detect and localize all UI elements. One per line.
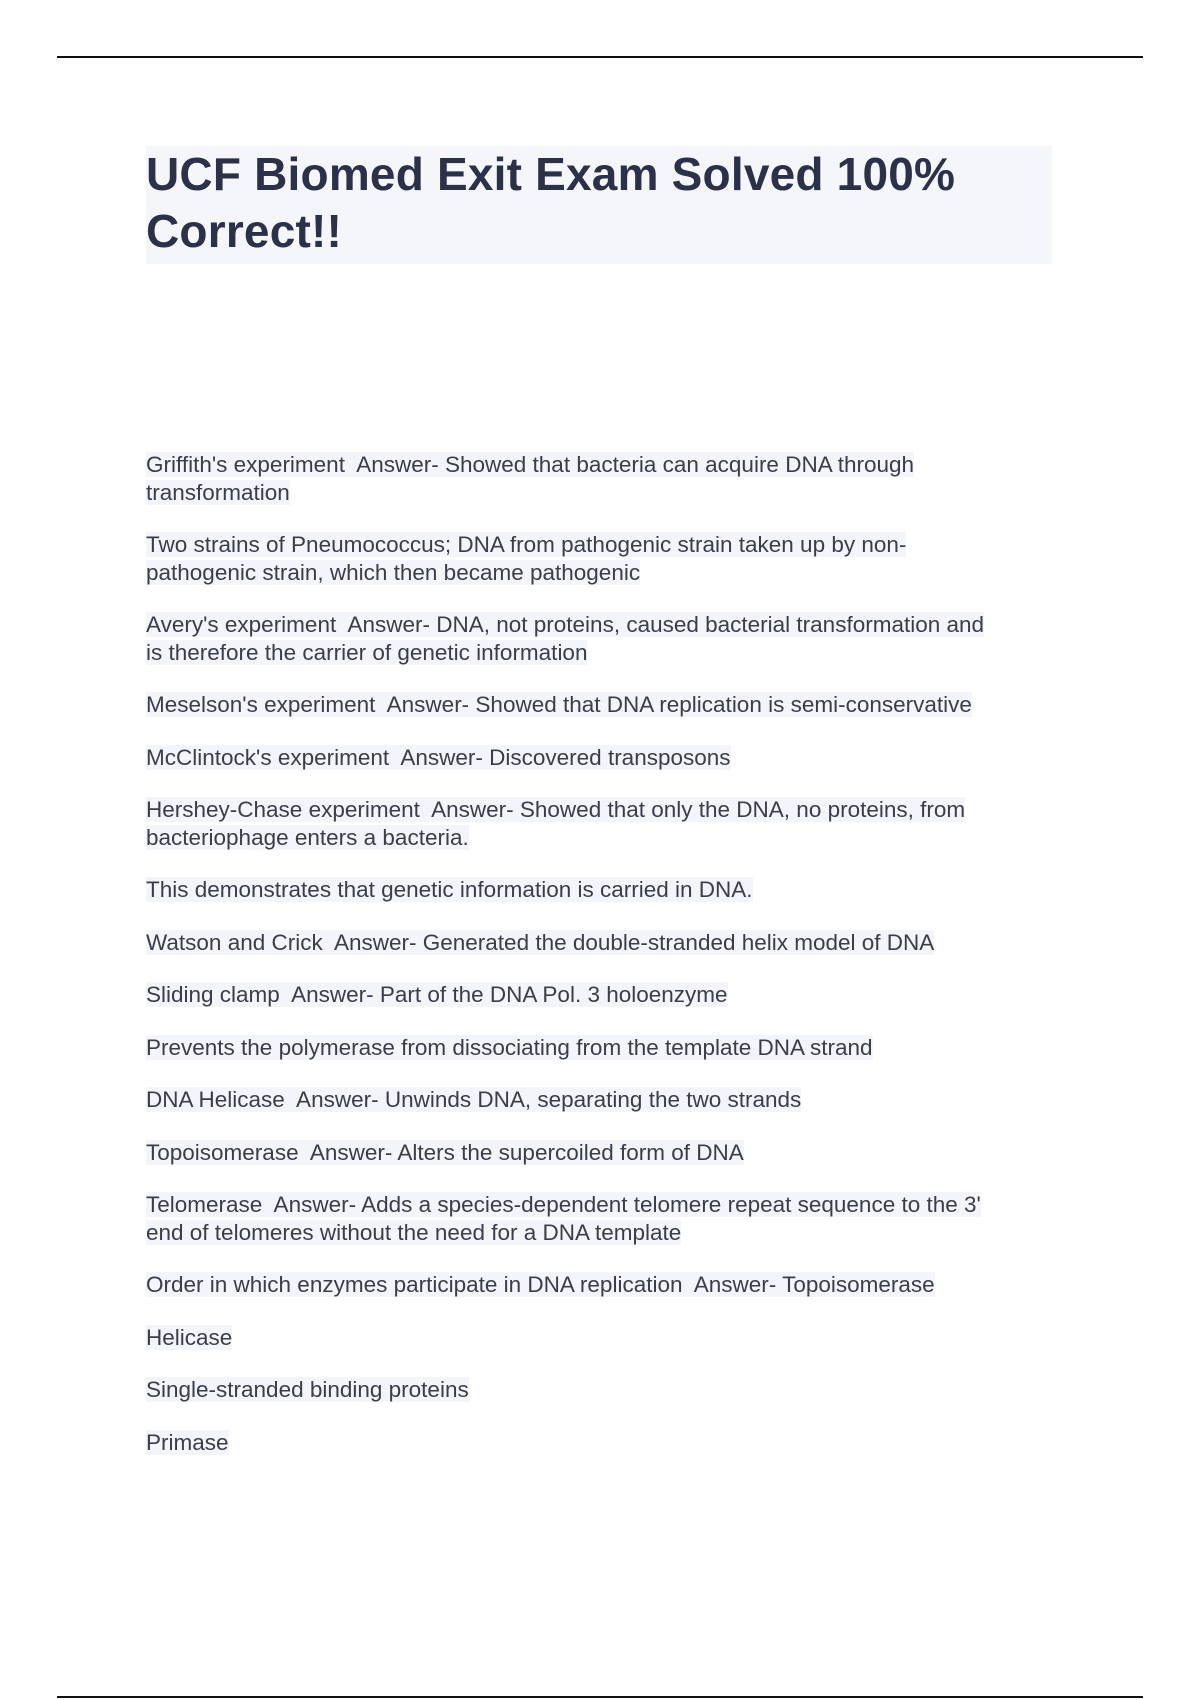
qa-entry [146, 744, 1066, 772]
qa-list [146, 451, 1066, 1481]
qa-entry-text: Griffith's experiment Answer- Showed that bacteria can acquire DNA through transformation [146, 452, 915, 505]
title-block [146, 146, 1052, 264]
qa-entry-text: Telomerase Answer- Adds a species-dependent telomere repeat sequence to the 3' end of telomeres without the need for a DNA template [146, 1192, 981, 1245]
qa-entry-text: DNA Helicase Answer- Unwinds DNA, separating the two strands [146, 1087, 802, 1112]
document-title: UCF Biomed Exit Exam Solved 100% Correct!! [146, 148, 956, 257]
qa-entry-text: Two strains of Pneumococcus; DNA from pathogenic strain taken up by non- pathogenic strain, which then became pathogenic [146, 532, 907, 585]
qa-entry [146, 1429, 1066, 1457]
top-divider [57, 56, 1143, 58]
bottom-divider [57, 1696, 1143, 1698]
qa-entry [146, 1191, 1066, 1246]
qa-entry [146, 876, 1066, 904]
qa-entry-text: Helicase [146, 1324, 233, 1350]
qa-entry-text: Avery's experiment Answer- DNA, not proteins, caused bacterial transformation and is therefore the carrier of genetic information [146, 612, 985, 665]
qa-entry-text: Watson and Crick Answer- Generated the double-stranded helix model of DNA [146, 929, 935, 955]
qa-entry [146, 1034, 1066, 1062]
qa-entry [146, 1086, 1066, 1114]
qa-entry-text: Hershey-Chase experiment Answer- Showed that only the DNA, no proteins, from bacteriophage enters a bacteria. [146, 797, 966, 850]
qa-entry-text: Meselson's experiment Answer- Showed that DNA replication is semi-conservative [146, 692, 972, 717]
qa-entry-text: Sliding clamp Answer- Part of the DNA Pol. 3 holoenzyme [146, 982, 728, 1007]
qa-entry [146, 531, 1066, 586]
qa-entry [146, 1376, 1066, 1404]
qa-entry [146, 1139, 1066, 1167]
qa-entry [146, 691, 1066, 719]
qa-entry-text: Order in which enzymes participate in DNA replication Answer- Topoisomerase [146, 1272, 935, 1297]
qa-entry [146, 796, 1066, 851]
qa-entry-text: McClintock's experiment Answer- Discovered transposons [146, 744, 731, 770]
qa-entry-text: Single-stranded binding proteins [146, 1377, 469, 1402]
qa-entry-text: Prevents the polymerase from dissociating from the template DNA strand [146, 1034, 873, 1060]
qa-entry [146, 1324, 1066, 1352]
qa-entry [146, 929, 1066, 957]
qa-entry [146, 611, 1066, 666]
qa-entry [146, 1271, 1066, 1299]
qa-entry [146, 981, 1066, 1009]
qa-entry-text: Primase [146, 1429, 229, 1455]
qa-entry-text: Topoisomerase Answer- Alters the supercoiled form of DNA [146, 1139, 744, 1165]
qa-entry [146, 451, 1066, 506]
qa-entry-text: This demonstrates that genetic information is carried in DNA. [146, 877, 753, 902]
